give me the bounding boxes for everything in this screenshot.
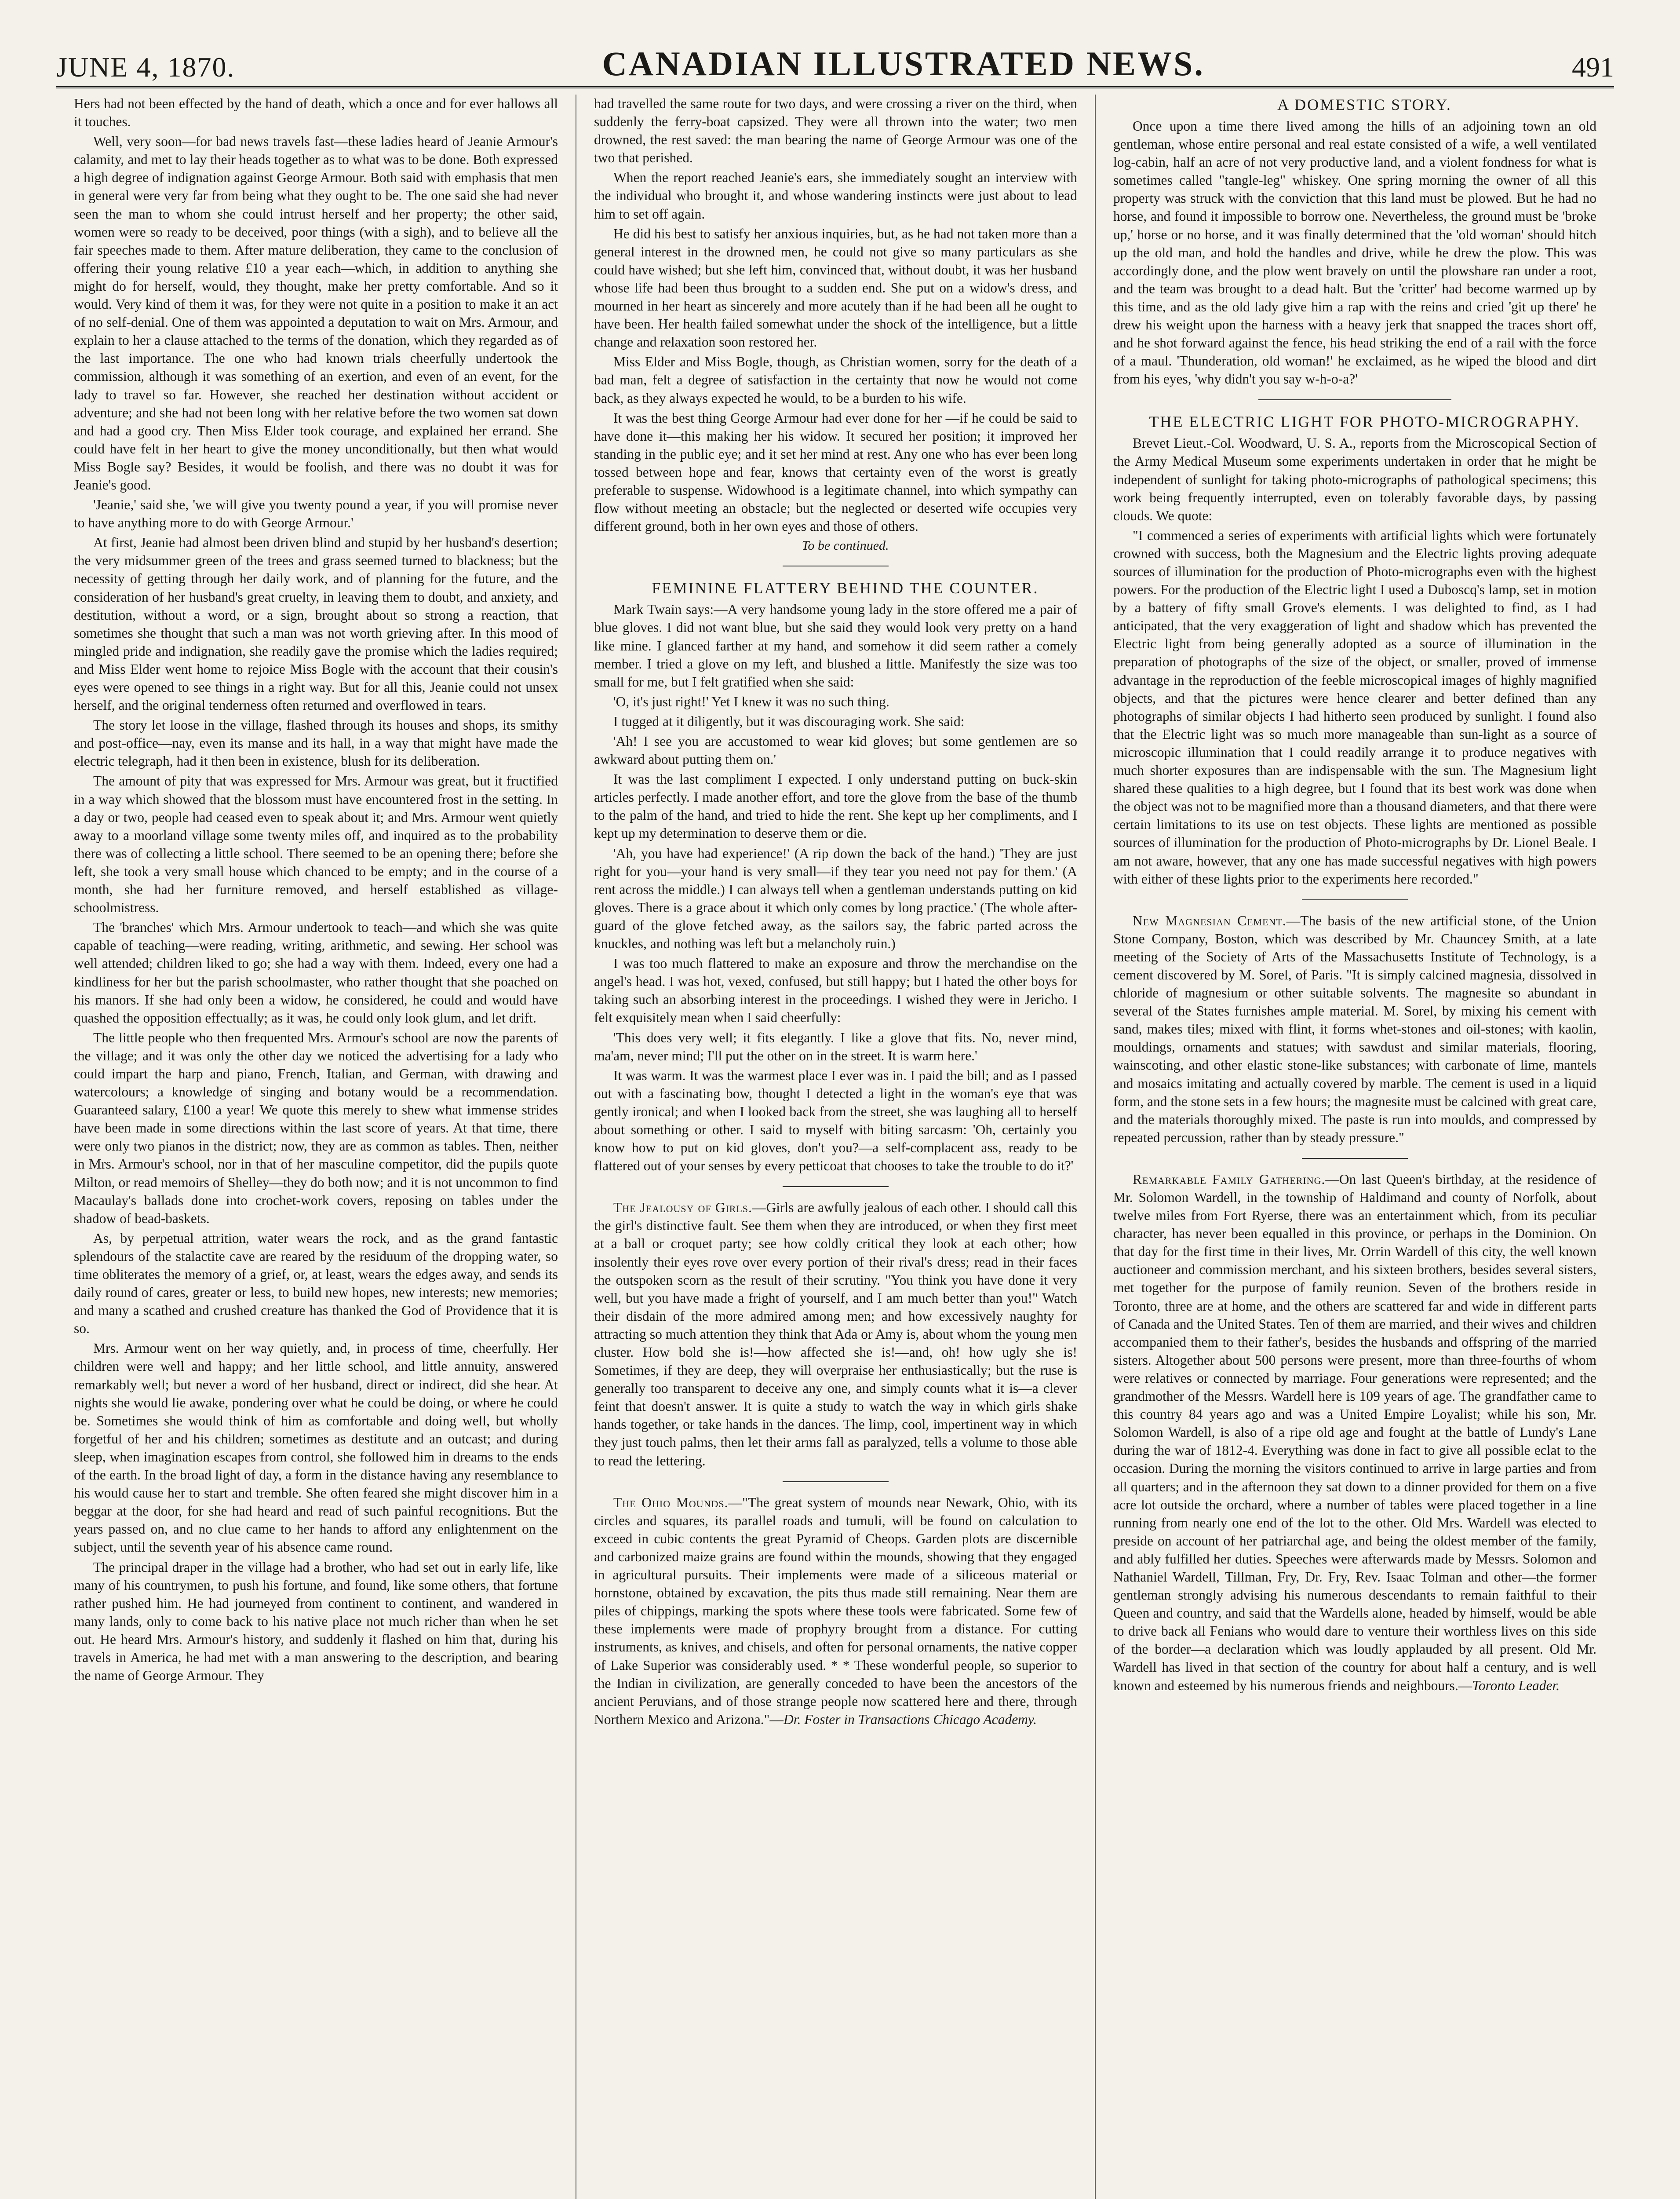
item-text: —Girls are awfully jealous of each other. I should call this the girl's distinctive fault. See them when they are introduced, or when they first meet at a ball or croquet party; see how coldly critical they look at each other; how insolently their eyes rove over every portion of their rival's dress; read in their faces the outspoken scorn as the result of their scrutiny. "You think you have done it very well, but you have made a fright of yourself, and I am much better than you!" Watch their disdain of the more admired among men; and how excessively naughty for attracting so much attention they think that Ada or Amy is, about whom the young men cluster. How bold she is!—how affected she is!—and, oh! how ugly she is! Sometimes, if they are deep, they will overpraise her enthusiastically; but the ruse is generally too transparent to deceive any one, and simply counts what it is—a clever feint that doesn't answer. It is quite a study to watch the way in which girls shake hands together, or take hands in the dances. The limp, cool, impertinent way in which they just touch palms, then let their arms fall as paralyzed, tells a volume to those able to read the lettering. [594, 1200, 1077, 1468]
section-divider [1258, 399, 1452, 400]
item-lead: The Jealousy of Girls. [613, 1200, 753, 1216]
column-3 [1095, 95, 1614, 2199]
article-paragraph: It was the last compliment I expected. I only understand putting on buck-skin articles perfectly. I made another effort, and tore the glove from the base of the thumb to the palm of the hand, and tried to hide the rent. She kept up her compliments, and I kept up my determination to deserve them or die. [594, 771, 1077, 841]
story-paragraph: had travelled the same route for two days, and were crossing a river on the third, when suddenly the ferry-boat capsized. They were all thrown into the water; two men drowned, the rest saved: the man bearing the name of George Armour was one of the two that perished. [594, 96, 1077, 166]
story-paragraph: 'Jeanie,' said she, 'we will give you twenty pound a year, if you will promise never to have anything more to do with George Armour.' [74, 497, 558, 531]
story-paragraph: As, by perpetual attrition, water wears the rock, and as the grand fantastic splendours of the stalactite cave are reared by the residuum of the dropping water, so time obliterates the memory of a grief, or, at least, wears the edges away, and sends its daily round of cares, greater or less, to build new hopes, new interests; new memories; and many a scathed and crushed creature has thanked the God of Providence that it is so. [74, 1230, 558, 1337]
article-heading: FEMININE FLATTERY BEHIND THE COUNTER. [652, 579, 1039, 597]
column-1 [56, 95, 576, 2199]
story-paragraph: Hers had not been effected by the hand of death, which a once and for ever hallows all it touches. [74, 96, 558, 130]
item-lead: The Ohio Mounds. [613, 1494, 729, 1510]
newspaper-title: CANADIAN ILLUSTRATED NEWS. [602, 44, 1205, 83]
article-paragraph: Brevet Lieut.-Col. Woodward, U. S. A., reports from the Microscopical Section of the Army Medical Museum some experiments undertaken in order that he might be independent of sunlight for taking photo-micrographs of pathological specimens; this work being frequently interrupted, even on tolerably favorable days, by passing clouds. We quote: [1113, 435, 1596, 523]
story-paragraph: The amount of pity that was expressed for Mrs. Armour was great, but it fructified in a way which showed that the blossom must have encountered frost in the setting. In a day or two, people had ceased even to speak about it; and Mrs. Armour went quietly away to a moorland village some twenty miles off, and inquired as to the probability there was of collecting a little school. There seemed to be an opening there; before she left, she took a very small house which chanced to be empty; and in the course of a month, she had her furniture removed, and herself established as village-schoolmistress. [74, 773, 558, 916]
article-paragraph: I tugged at it diligently, but it was discouraging work. She said: [613, 713, 965, 729]
to-be-continued: To be continued. [802, 538, 889, 553]
story-paragraph: Well, very soon—for bad news travels fast—these ladies heard of Jeanie Armour's calamity, and met to lay their heads together as to what was to be done. Both expressed a high degree of indignation against George Armour. Both said with emphasis that men in general were very far from being what they ought to be. The one said she had never seen the man to whom she could intrust herself and her property; the other said, women were so ready to be deceived, poor things (with a sigh), and to believe all the fair speeches made to them. After mature deliberation, they came to the conclusion of offering their young relative £10 a year each—which, in addition to anything she might do for herself, would, they thought, make her pretty comfortable. And so it would. Very kind of them it was, for they were not quite in a position to make it an act of no self-denial. One of them was appointed a deputation to wait on Mrs. Armour, and explain to her a clause attached to the terms of the donation, which they regarded as of the last importance. The one who had known trials cheerfully undertook the commission, although it was something of an exertion, and even of an event, for the lady to travel so far. However, she reached her destination without accident or adventure; and she had not been long with her relative before the two women sat down and had a good cry. Then Miss Elder took courage, and explained her errand. She could have felt in her heart to give the money unconditionally, but then what would Miss Bogle say? Besides, it would be foolish, and there was no doubt it was for Jeanie's good. [74, 134, 558, 493]
section-divider [1302, 1158, 1408, 1159]
article-paragraph: 'Ah, you have had experience!' (A rip down the back of the hand.) 'They are just right for you—your hand is very small—if they tear you need not pay for them.' (A rent across the middle.) I can always tell when a gentleman understands putting on kid gloves. There is a grace about it which only comes by long practice.' (The whole after-guard of the glove fetched away, as the sailors say, the fabric parted across the knuckles, and nothing was left but a melancholy ruin.) [594, 845, 1077, 952]
story-paragraph: The principal draper in the village had a brother, who had set out in early life, like many of his countrymen, to push his fortune, and found, like some others, that fortune rather pushed him. He had journeyed from continent to continent, and wandered in many lands, only to come back to his native place not much richer than when he set out. He heard Mrs. Armour's history, and suddenly it flashed on him that, during his travels in America, he had met with a man answering to the description, and bearing the name of George Armour. They [74, 1559, 558, 1684]
story-paragraph: Mrs. Armour went on her way quietly, and, in process of time, cheerfully. Her children were well and happy; and her little school, and little annuity, answered remarkably well; but never a word of her husband, direct or indirect, did she hear. At nights she would lie awake, pondering over what he could be doing, or where he could be. Sometimes she would think of him as comfortable and doing well, but wholly forgetful of her and his children; sometimes as destitute and an outcast; and during sleep, when imagination escapes from control, she followed him in dreams to the ends of the earth. In the broad light of day, a form in the distance having any resemblance to his would cause her to start and tremble. She often feared she might discover him in a beggar at the door, for she had heard and read of such painful recognitions. But the years passed on, and no clue came to her hands to afford any enlightenment on the subject, until the seventh year of his absence came round. [74, 1341, 558, 1555]
article-paragraph: It was warm. It was the warmest place I ever was in. I paid the bill; and as I passed out with a fascinating bow, thought I detected a light in the woman's eye that was gently ironical; and when I looked back from the street, she was laughing all to herself about something or other. I said to myself with biting sarcasm: 'Oh, certainly you know how to put on kid gloves, don't you?—a self-complacent ass, ready to be flattered out of your senses by every petticoat that chooses to take the trouble to do it?' [594, 1067, 1077, 1174]
article-paragraph: 'Ah! I see you are accustomed to wear kid gloves; but some gentlemen are so awkward about putting them on.' [594, 734, 1077, 767]
item-lead: Remarkable Family Gathering. [1133, 1171, 1326, 1187]
item-lead: New Magnesian Cement. [1133, 913, 1286, 928]
story-paragraph: At first, Jeanie had almost been driven blind and stupid by her husband's desertion; the very midsummer green of the trees and grass seemed turned to blackness; but the necessity of getting through her daily work, and of planning for the future, and the consideration of her husband's great cruelty, in leaving them to doubt, and anxiety, and destitution, without a word, or a sign, brought about so strong a reaction, that sometimes she thought that such a man was not worth grieving after. In this mood of mingled pride and indignation, she readily gave the promise which the ladies required; and Miss Elder went home to rejoice Miss Bogle with the account that their cousin's eyes were opened to see things in a right way. But for all this, Jeanie could not unsex herself, and the original tenderness often returned and overflowed in tears. [74, 535, 558, 713]
issue-date: JUNE 4, 1870. [56, 51, 235, 83]
item-text: —"The great system of mounds near Newark, Ohio, with its circles and squares, its parallel roads and tumuli, will be found on calculation to exceed in cubic contents the great Pyramid of Cheops. Garden plots are discernible and carbonized maize grains are found within the mounds, showing that they engaged in agricultural pursuits. Their implements were made of a siliceous material or hornstone, obtained by excavation, the pits thus made still remaining. Near them are piles of chippings, marking the spots where these tools were fabricated. Some few of these implements were made of prophyry brought from a distance. For cutting instruments, as knives, and chisels, and often for personal ornaments, the native copper of Lake Superior was considerably used. * * These wonderful people, so superior to the Indian in civilization, are generally conceded to have been the ancestors of the ancient Peruvians, and of those strange people now scattered here and there, through Northern Mexico and Arizona."— [594, 1494, 1078, 1727]
section-divider [783, 1186, 889, 1187]
section-divider [1302, 899, 1408, 900]
column-2 [576, 95, 1095, 2199]
story-paragraph: Miss Elder and Miss Bogle, though, as Christian women, sorry for the death of a bad man, felt a degree of satisfaction in the certainty that now he would not come back, as they always expected he would, to be a burden to his wife. [594, 354, 1077, 406]
article-paragraph: 'This does very well; it fits elegantly. I like a glove that fits. No, never mind, ma'am, never mind; I'll put the other on in the street. It is warm here.' [594, 1030, 1077, 1063]
article-paragraph [594, 1494, 1077, 1728]
page-number: 491 [1572, 51, 1614, 83]
article-heading: A DOMESTIC STORY. [1277, 96, 1452, 113]
source-credit: Dr. Foster in Transactions Chicago Academy. [784, 1711, 1037, 1727]
item-text: —The basis of the new artificial stone, of the Union Stone Company, Boston, which was described by Mr. Chauncey Smith, at a late meeting of the Society of Arts of the Massachusetts Institute of Technology, is a cement discovered by M. Sorel, of Paris. "It is simply calcined magnesia, dissolved in chloride of magnesium or other suitable solvents. The magnesite so abundant in several of the States furnishes ample material. M. Sorel, by mixing his cement with sand, makes tiles; mixed with flint, it forms whet-stones and oil-stones; with kaolin, mouldings, ornaments and statues; with sawdust and similar materials, flooring, wainscoting, and other elastic stone-like substances; with carbonate of lime, mantels and mosaics imitating and actually covered by marble. The cement is used in a liquid form, and the stone sets in a few hours; the magnesite must be calcined with great care, and the materials thoroughly mixed. The paste is run into moulds, and compressed by repeated percussion, rather than by steady pressure." [1113, 913, 1596, 1145]
story-paragraph: The 'branches' which Mrs. Armour undertook to teach—and which she was quite capable of teaching—were reading, writing, arithmetic, and sewing. Her school was well attended; children liked to go; she had a way with them. Indeed, every one had a kindliness for her but the parish schoolmaster, who rather thought that she poached on his manors. If she had only been a widow, he considered, he could and would have quashed the opposition effectually; as it was, he could only look glum, and let drift. [74, 920, 558, 1026]
article-paragraph [1113, 1170, 1596, 1695]
article-paragraph: Once upon a time there lived among the hills of an adjoining town an old gentleman, whose entire personal and real estate consisted of a wife, a well ventilated log-cabin, half an acre of not very productive land, and a violent fondness for what is sometimes called "tangle-leg" whiskey. One spring morning the owner of all this property was struck with the conviction that this land must be plowed. But he had no horse, and found it impossible to borrow one. Nevertheless, the ground must be 'broke up,' horse or no horse, and it was finally determined that the 'old woman' should hitch up the old man, and hold the handles and drive, while he drew the plow. This was accordingly done, and the plow went bravely on until the plowshare ran under a root, and the team was brought to a dead halt. But the 'critter' had become warmed up by this time, and as the old lady give him a rap with the reins and cried 'git up there' he drew his weight upon the harness with a heavy jerk that snapped the traces short off, and he shot forward against the fence, his head striking the end of a rail with the force of a maul. 'Thunderation, old woman!' he exclaimed, as he wiped the blood and dirt from his eyes, 'why didn't you say w-h-o-a?' [1113, 118, 1596, 387]
article-paragraph: I was too much flattered to make an exposure and throw the merchandise on the angel's head. I was hot, vexed, confused, but still happy; but I hated the other boys for taking such an absorbing interest in the proceedings. I wished they were in Jericho. I felt exquisitely mean when I said cheerfully: [594, 956, 1077, 1026]
article-paragraph: "I commenced a series of experiments with artificial lights which were fortunately crowned with success, both the Magnesium and the Electric lights proving adequate sources of illumination for the production of Photo-micrographs even with the highest powers. For the production of the Electric light I used a Duboscq's lamp, set in motion by a battery of fifty small Grove's elements. I was delighted to find, as I had anticipated, that the very exaggeration of light and shadow which has prevented the Electric light from being generally adopted as a source of illumination in the preparation of photographs of the size of the object, or smaller, proved of immense advantage in the reproduction of the feeble microscopical images of highly magnified objects, and that the pictures were hence clearer and better defined than any photographs of similar objects I had hitherto seen produced by sunlight. I found also that the Electric light was so much more manageable than sun-light as a source of microscopic illumination that I could readily arrange it to produce negatives with much shorter exposures than are indispensable with the sun. The Magnesium light shared these qualities to a high degree, but I found that its best work was done when the object was not to be magnified more than a thousand diameters, and that there were certain limitations to its use on test objects. These lights are mentioned as possible sources of illumination for the production of Photo-micrographs by Dr. Lionel Beale. I am not aware, however, that any one has made successful negatives with high powers with either of these lights prior to the experiments here recorded." [1113, 527, 1596, 887]
article-columns [56, 95, 1614, 2199]
source-credit: Toronto Leader. [1472, 1677, 1560, 1693]
article-heading: THE ELECTRIC LIGHT FOR PHOTO-MICROGRAPHY. [1149, 413, 1580, 431]
item-text: —On last Queen's birthday, at the residence of Mr. Solomon Wardell, in the township of Haldimand and county of Norfolk, about twelve miles from Fort Ryerse, there was an entertainment which, from its peculiar character, has never been equalled in this province, or perhaps in the Dominion. On that day for the first time in their lives, Mr. Orrin Wardell of this city, the well known auctioneer and commission merchant, and his sixteen brothers, besides several sisters, met together for the purpose of family reunion. Seven of the brothers reside in Toronto, three are at home, and the others are scattered far and wide in different parts of Canada and the United States. Ten of them are married, and their wives and children accompanied them to their father's, besides the husbands and offspring of the married sisters. Altogether about 500 persons were present, more than three-fourths of whom were relatives or connected by marriage. Four generations were represented; and the grandmother of the Messrs. Wardell here is 109 years of age. The grandfather came to this country 84 years ago and was a United Empire Loyalist; while his son, Mr. Solomon Wardell, is also of a ripe old age and fought at the battle of Lundy's Lane during the war of 1812-4. Everything was done in fact to give all possible eclat to the occasion. During the morning the visitors continued to arrive in large parties and from all quarters; and in the afternoon they sat down to a dinner provided for them on a five acre lot outside the orchard, where a number of tables were placed together in a line running from nearly one end of the lot to the other. Old Mrs. Wardell was elected to preside on account of her patriarchal age, and being the oldest member of the family, and ably fulfilled her duties. Speeches were afterwards made by Messrs. Solomon and Nathaniel Wardell, Tillman, Fry, Dr. Fry, Rev. Isaac Tolman and other—the former gentleman strongly advising his numerous descendants to remain faithful to their Queen and country, and said that the Wardells alone, headed by himself, would be able to drive back all Fenians who would dare to venture their worthless lives on this side of the border—a declaration which was loudly applauded by all present. Old Mr. Wardell has lived in that section of the country for about half a century, and is well known and esteemed by his numerous friends and neighbours.— [1113, 1171, 1596, 1693]
article-paragraph: 'O, it's just right!' Yet I knew it was no such thing. [613, 694, 889, 709]
article-paragraph [1113, 912, 1596, 1147]
story-paragraph: The story let loose in the village, flashed through its houses and shops, its smithy and post-office—nay, even its manse and its hall, in a way that might have made the electric telegraph, had it then been in existence, blush for its deliberation. [74, 717, 558, 769]
masthead [56, 18, 1614, 88]
story-paragraph: He did his best to satisfy her anxious inquiries, but, as he had not taken more than a general interest in the drowned men, he could not give so many particulars as she could have wished; but she left him, convinced that, without doubt, it was her husband whose life had been thus brought to a sudden end. She put on a widow's dress, and mourned in her heart as sincerely and more acutely than if he had been all he ought to have been. Her health failed somewhat under the shock of the intelligence, but a little change and relaxation soon restored her. [594, 226, 1077, 350]
story-paragraph: The little people who then frequented Mrs. Armour's school are now the parents of the village; and it was only the other day we noticed the advertising for a lady who could impart the harp and piano, French, Italian, and German, with drawing and watercolours; a knowledge of singing and botany would be a recommendation. Guaranteed salary, £100 a year! We quote this merely to shew what immense strides have been made in some directions within the last score of years. At that time, there were only two pianos in the district; now, they are as common as tables. Then, neither in Mrs. Armour's school, nor in that of her masculine competitor, did the pupils quote Milton, or read memoirs of Shelley—they do both now; and it is not uncommon to find Macaulay's ballads done into crochet-work covers, reposing on tables under the shadow of bead-baskets. [74, 1030, 558, 1226]
story-paragraph: When the report reached Jeanie's ears, she immediately sought an interview with the individual who brought it, and whose wandering instincts were just about to lead him to set off again. [594, 170, 1077, 222]
article-paragraph [594, 1198, 1077, 1469]
story-paragraph: It was the best thing George Armour had ever done for her —if he could be said to have done it—this making her his widow. It secured her position; it improved her standing in the public eye; and it set her mind at rest. Any one who has ever been long tossed between hope and fear, knows that certainty even of the worst is greatly preferable to suspense. Widowhood is a legitimate channel, into which sympathy can flow without meeting an obstacle; but the neglected or deserted wife occupies very different ground, both in her own eyes and those of others. [594, 410, 1077, 534]
article-paragraph: Mark Twain says:—A very handsome young lady in the store offered me a pair of blue gloves. I did not want blue, but she said they would look very pretty on a hand like mine. I glanced farther at my hand, and somehow it did seem rather a comely member. I tried a glove on my left, and blushed a little. Manifestly the size was too small for me, but I felt gratified when she said: [594, 602, 1077, 690]
section-divider [783, 1481, 889, 1482]
